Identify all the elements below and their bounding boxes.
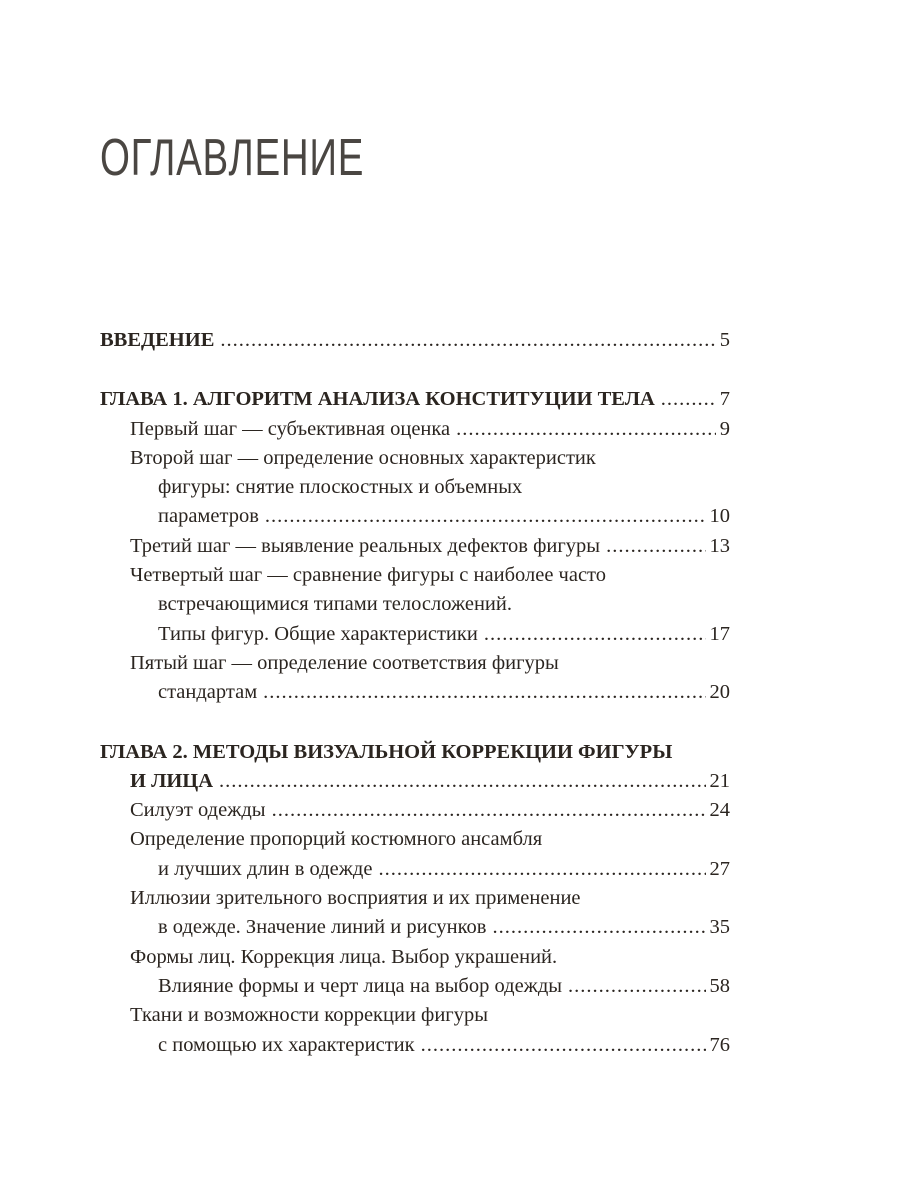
page-number: 58 xyxy=(709,974,730,997)
page-number: 27 xyxy=(709,857,730,880)
page-number: 13 xyxy=(709,534,730,557)
toc-entry-ch2-item-5[interactable] xyxy=(100,1001,730,1060)
dot-leader xyxy=(272,796,706,825)
toc-entry-title: Четвертый шаг — сравнение фигуры с наиболее часто xyxy=(130,564,606,587)
toc-entry-title: Формы лиц. Коррекция лица. Выбор украшений. xyxy=(130,945,558,968)
dot-leader xyxy=(421,1031,706,1060)
toc-entry-intro[interactable] xyxy=(100,326,730,355)
toc-entry-title: Третий шаг — выявление реальных дефектов фигуры xyxy=(130,534,601,557)
toc-entry-title-cont: встречающимися типами телосложений. xyxy=(158,593,512,616)
toc-entry-ch2-item-2[interactable] xyxy=(100,825,730,884)
toc-entry-chapter-2[interactable] xyxy=(100,738,730,797)
toc-entry-title-cont: и лучших длин в одежде xyxy=(158,857,373,880)
toc-entry-ch1-step-3[interactable] xyxy=(100,532,730,561)
page-number: 10 xyxy=(709,505,730,528)
toc-entry-title: Силуэт одежды xyxy=(130,799,266,822)
toc-entry-title-cont: стандартам xyxy=(158,681,258,704)
page-number: 21 xyxy=(709,769,730,792)
toc-entry-title: Ткани и возможности коррекции фигуры xyxy=(130,1004,488,1027)
toc-entry-ch1-step-4[interactable] xyxy=(100,561,730,649)
toc-entry-title-cont: Типы фигур. Общие характеристики xyxy=(158,622,478,645)
page-number: 9 xyxy=(719,417,730,440)
toc-entry-ch1-step-2[interactable] xyxy=(100,444,730,532)
page-title: ОГЛАВЛЕНИЕ xyxy=(100,129,365,187)
toc-entry-ch1-step-5[interactable] xyxy=(100,649,730,708)
page-number: 20 xyxy=(709,681,730,704)
toc-entry-ch2-item-4[interactable] xyxy=(100,943,730,1002)
dot-leader xyxy=(606,532,705,561)
toc-entry-title-cont: Влияние формы и черт лица на выбор одежды xyxy=(158,974,563,997)
toc-entry-title: Иллюзии зрительного восприятия и их применение xyxy=(130,887,581,910)
dot-leader xyxy=(568,972,705,1001)
dot-leader xyxy=(456,415,716,444)
toc-entry-title: ГЛАВА 1. АЛГОРИТМ АНАЛИЗА КОНСТИТУЦИИ ТЕЛА xyxy=(100,388,655,411)
dot-leader xyxy=(263,678,705,707)
toc-entry-chapter-1[interactable] xyxy=(100,385,730,414)
page-number: 35 xyxy=(709,916,730,939)
toc-entry-title-cont: И ЛИЦА xyxy=(130,769,214,792)
page-number: 24 xyxy=(709,799,730,822)
toc-entry-ch1-step-1[interactable] xyxy=(100,415,730,444)
dot-leader xyxy=(492,913,705,942)
page-number: 76 xyxy=(709,1033,730,1056)
dot-leader xyxy=(265,502,706,531)
toc-entry-title: Первый шаг — субъективная оценка xyxy=(130,417,451,440)
page-number: 5 xyxy=(719,329,730,351)
page-number: 7 xyxy=(719,388,730,411)
toc-entry-title: Определение пропорций костюмного ансамбля xyxy=(130,828,543,851)
toc-entry-title: ГЛАВА 2. МЕТОДЫ ВИЗУАЛЬНОЙ КОРРЕКЦИИ ФИГУРЫ xyxy=(100,740,673,763)
toc-entry-ch2-item-3[interactable] xyxy=(100,884,730,943)
toc-entry-title: Пятый шаг — определение соответствия фигуры xyxy=(130,651,559,674)
toc-entry-title-cont: с помощью их характеристик xyxy=(158,1033,415,1056)
toc-entry-title-cont: в одежде. Значение линий и рисунков xyxy=(158,916,487,939)
dot-leader xyxy=(219,767,705,796)
toc-entry-title-cont: фигуры: снятие плоскостных и объемных xyxy=(158,476,523,499)
dot-leader xyxy=(661,385,716,414)
toc-entry-title-cont: параметров xyxy=(158,505,259,528)
dot-leader xyxy=(484,620,706,649)
toc-entry-title: Второй шаг — определение основных характеристик xyxy=(130,446,596,469)
dot-leader xyxy=(220,326,715,355)
dot-leader xyxy=(378,855,705,884)
toc-entry-ch2-item-1[interactable] xyxy=(100,796,730,825)
toc-entry-title: ВВЕДЕНИЕ xyxy=(100,329,215,351)
table-of-contents xyxy=(100,326,730,1060)
page-number: 17 xyxy=(709,622,730,645)
